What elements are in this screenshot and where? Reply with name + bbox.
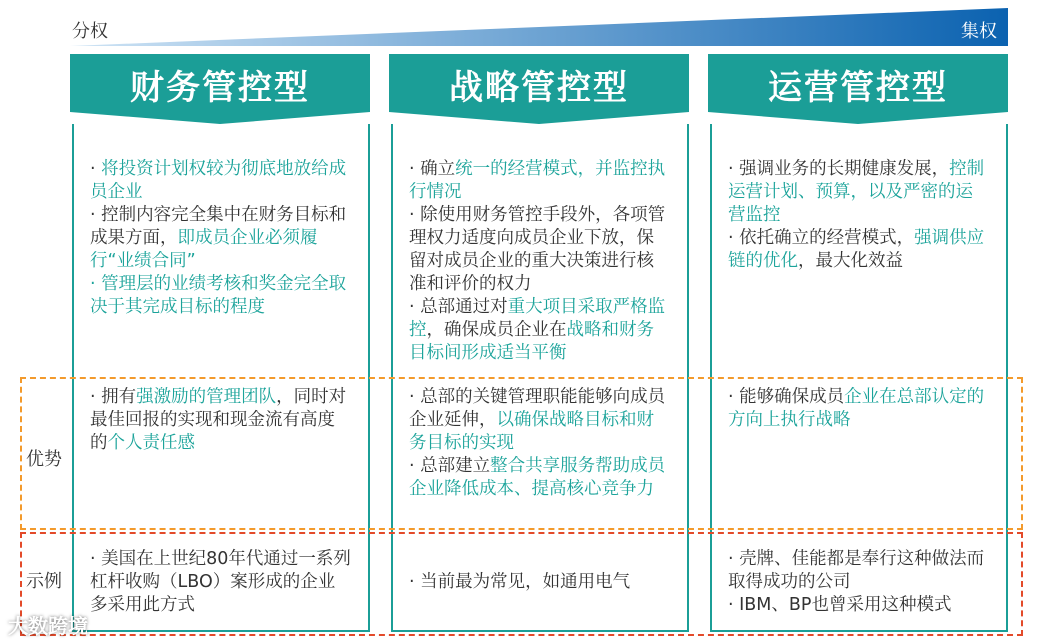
watermark: 大数跨境 [8,614,88,638]
bullet-item: · IBM、BP也曾采用这种模式 [728,595,952,615]
bullet-item: · 控制内容完全集中在财务目标和成果方面，即成员企业必须履行“业绩合同” [90,205,347,271]
bullet-item: · 当前最为常见，如通用电气 [409,572,631,592]
centralization-scale-wedge [70,8,1008,48]
advantages-row-label: 优势 [26,449,62,470]
features-text [728,158,990,273]
bullet-item: · 管理层的业绩考核和奖金完全取决于其完成目标的程度 [90,274,347,317]
examples-row-label: 示例 [26,571,62,592]
centralization-label: 集权 [961,21,997,42]
column-title: 运营管控型 [768,68,948,108]
bullet-item: · 依托确立的经营模式，强调供应链的优化，最大化效益 [728,228,985,271]
bullet-item: · 拥有强激励的管理团队，同时对最佳回报的实现和现金流有高度的个人责任感 [90,387,347,453]
bullet-item: · 将投资计划权较为彻底地放给成员企业 [90,159,347,202]
bullet-item: · 总部建立整合共享服务帮助成员企业降低成本、提高核心竞争力 [409,456,666,499]
decentralization-label: 分权 [72,21,108,42]
bullet-item: · 壳牌、佳能都是奉行这种做法而取得成功的公司 [728,549,985,592]
bullet-item: · 强调业务的长期健康发展，控制运营计划、预算，以及严密的运营监控 [728,159,985,225]
examples-row-band [20,532,1023,636]
column-title: 财务管控型 [130,68,310,108]
column-header [70,54,370,124]
bullet-item: · 总部通过对重大项目采取严格监控，确保成员企业在战略和财务目标间形成适当平衡 [409,297,666,363]
column-header [389,54,689,124]
features-text [90,158,352,319]
bullet-item: · 总部的关键管理职能能够向成员企业延伸，以确保战略目标和财务目标的实现 [409,387,666,453]
column-title: 战略管控型 [449,68,629,108]
column-header [708,54,1008,124]
bullet-item: · 美国在上世纪80年代通过一系列杠杆收购（LBO）案形成的企业多采用此方式 [90,549,351,615]
bullet-item: · 除使用财务管控手段外，各项管理权力适度向成员企业下放，保留对成员企业的重大决策进行核准和评价的权力 [409,205,666,294]
bullet-item: · 确立统一的经营模式，并监控执行情况 [409,159,666,202]
advantages-row-band [20,377,1023,530]
bullet-item: · 能够确保成员企业在总部认定的方向上执行战略 [728,387,985,430]
features-text [409,158,671,365]
